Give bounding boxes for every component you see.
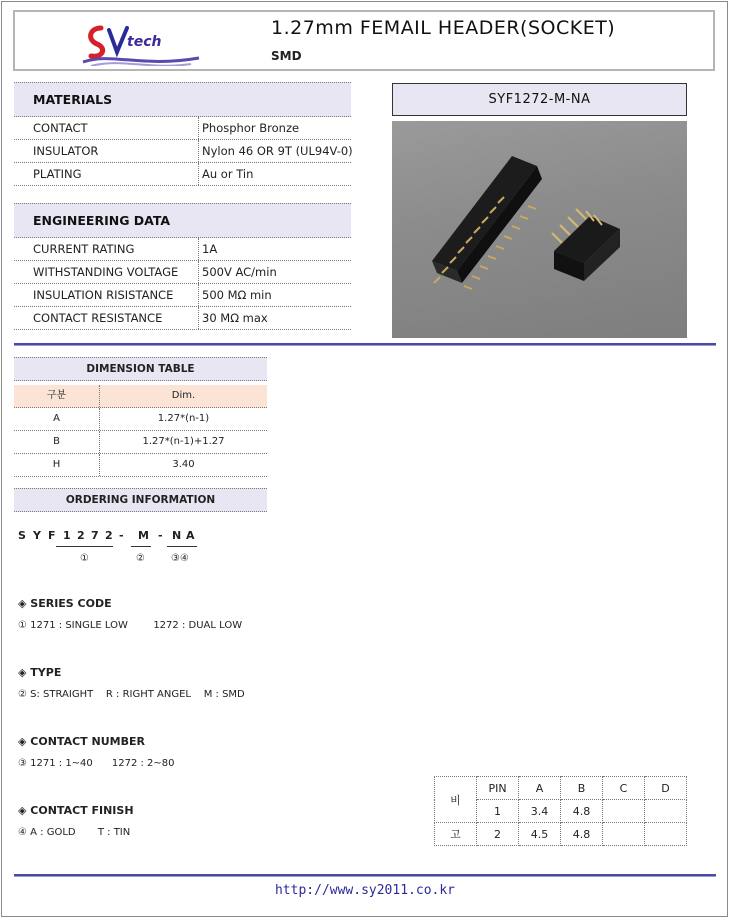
- series-code-heading: ◈ SERIES CODE: [18, 597, 112, 610]
- table-cell: 4.5: [519, 823, 561, 846]
- type-text: ② S: STRAIGHT R : RIGHT ANGEL M : SMD: [18, 689, 245, 700]
- code-marker: ②: [136, 553, 145, 564]
- engineering-heading: ENGINEERING DATA: [14, 203, 351, 238]
- table-cell: 3.4: [519, 800, 561, 823]
- header-cell: PIN: [477, 777, 519, 800]
- page-subtitle: SMD: [271, 49, 302, 63]
- page-title: 1.27mm FEMAIL HEADER(SOCKET): [271, 17, 616, 39]
- type-heading: ◈ TYPE: [18, 666, 62, 679]
- contact-number-heading: ◈ CONTACT NUMBER: [18, 735, 145, 748]
- footer-divider: [14, 874, 716, 877]
- table-cell: 4.8: [561, 800, 603, 823]
- row-value: Nylon 46 OR 9T (UL94V-0): [198, 140, 353, 162]
- table-row: [14, 454, 267, 477]
- row-value: Au or Tin: [198, 163, 253, 185]
- product-photo: [392, 121, 687, 338]
- row-key: INSULATOR: [33, 144, 99, 158]
- code-char: M: [138, 529, 149, 542]
- series-code-text: ① 1271 : SINGLE LOW 1272 : DUAL LOW: [18, 620, 243, 631]
- code-char: S: [18, 529, 26, 542]
- remarks-label-top: 비: [435, 777, 477, 823]
- materials-row: [14, 117, 351, 140]
- table-cell: 1.27*(n-1)+1.27: [99, 431, 267, 453]
- connector-illustration: [392, 121, 687, 338]
- part-number-box: SYF1272-M-NA: [392, 83, 687, 116]
- materials-row: [14, 140, 351, 163]
- code-char: 7: [91, 529, 99, 542]
- code-char: 2: [77, 529, 85, 542]
- materials-row: [14, 163, 351, 186]
- table-cell: 3.40: [99, 454, 267, 476]
- row-value: 1A: [198, 238, 217, 260]
- table-row: [14, 408, 267, 431]
- table-cell: [645, 823, 687, 846]
- row-value: 500V AC/min: [198, 261, 277, 283]
- footer-url-link[interactable]: http://www.sy2011.co.kr: [274, 883, 455, 898]
- table-cell: H: [52, 459, 61, 470]
- materials-heading: MATERIALS: [14, 82, 351, 117]
- table-cell: A: [53, 413, 60, 424]
- code-underline: [56, 546, 113, 547]
- ordering-info-title: ORDERING INFORMATION: [14, 488, 267, 512]
- code-char: 1: [63, 529, 71, 542]
- table-cell: B: [53, 436, 60, 447]
- code-underline: [167, 546, 197, 547]
- contact-number-text: ③ 1271 : 1~40 1272 : 2~80: [18, 758, 175, 769]
- code-char: Y: [33, 529, 41, 542]
- table-cell: [645, 800, 687, 823]
- header-cell: B: [561, 777, 603, 800]
- row-value: Phosphor Bronze: [198, 117, 299, 139]
- row-key: CURRENT RATING: [33, 242, 135, 256]
- table-cell: 1: [477, 800, 519, 823]
- row-key: PLATING: [33, 167, 82, 181]
- dimension-table-header: [14, 385, 267, 408]
- dimension-table-title: DIMENSION TABLE: [14, 357, 267, 381]
- table-cell: 1.27*(n-1): [99, 408, 267, 430]
- code-char: 2: [105, 529, 113, 542]
- header-cell: C: [603, 777, 645, 800]
- logo-text: tech: [127, 34, 162, 50]
- engineering-row: [14, 238, 351, 261]
- row-key: CONTACT: [33, 121, 88, 135]
- table-cell: [603, 823, 645, 846]
- header-cell: D: [645, 777, 687, 800]
- pin-table: [434, 776, 687, 846]
- table-cell: 4.8: [561, 823, 603, 846]
- code-char: F: [48, 529, 56, 542]
- code-char: N: [172, 529, 182, 542]
- code-underline: [131, 546, 151, 547]
- row-key: WITHSTANDING VOLTAGE: [33, 265, 179, 279]
- code-marker: ①: [80, 553, 89, 564]
- header-cell: 구분: [46, 390, 67, 401]
- section-divider: [14, 343, 716, 346]
- row-value: 500 MΩ min: [198, 284, 272, 306]
- engineering-row: [14, 261, 351, 284]
- code-char: -: [158, 529, 163, 542]
- code-char: -: [119, 529, 124, 542]
- row-key: INSULATION RISISTANCE: [33, 288, 174, 302]
- contact-finish-heading: ◈ CONTACT FINISH: [18, 804, 134, 817]
- contact-finish-text: ④ A : GOLD T : TIN: [18, 827, 131, 838]
- header-cell: Dim.: [99, 385, 267, 407]
- engineering-row: [14, 284, 351, 307]
- header-cell: A: [519, 777, 561, 800]
- code-marker: ③④: [171, 553, 189, 564]
- engineering-row: [14, 307, 351, 330]
- remarks-label-bottom: 고: [435, 823, 477, 846]
- table-cell: 2: [477, 823, 519, 846]
- table-cell: [603, 800, 645, 823]
- table-row: [14, 431, 267, 454]
- row-value: 30 MΩ max: [198, 307, 268, 329]
- document-header: [13, 10, 715, 71]
- code-char: A: [186, 529, 195, 542]
- row-key: CONTACT RESISTANCE: [33, 311, 163, 325]
